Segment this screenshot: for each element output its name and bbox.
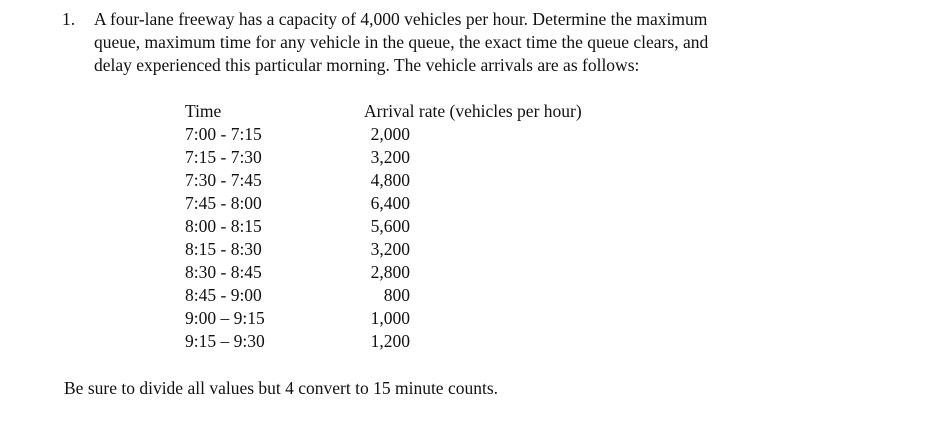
time-interval-cell: 8:30 - 8:45	[185, 262, 262, 282]
table-row	[185, 330, 625, 353]
time-interval-cell: 9:00 – 9:15	[185, 308, 265, 328]
table-row	[185, 146, 625, 169]
arrival-rate-cell: 2,800	[370, 262, 410, 282]
problem-line: A four-lane freeway has a capacity of 4,000 vehicles per hour. Determine the maximum	[94, 9, 708, 29]
time-interval-cell: 8:15 - 8:30	[185, 239, 262, 259]
time-interval-cell: 7:15 - 7:30	[185, 147, 262, 167]
time-interval-cell: 7:00 - 7:15	[185, 124, 262, 144]
table-row	[185, 238, 625, 261]
arrival-rate-cell: 1,000	[370, 308, 410, 328]
table-header-row	[185, 100, 625, 123]
time-interval-cell: 8:45 - 9:00	[185, 285, 262, 305]
arrival-rate-column-header: Arrival rate (vehicles per hour)	[364, 101, 582, 121]
table-row	[185, 123, 625, 146]
arrival-rate-cell: 800	[383, 285, 410, 305]
time-interval-cell: 9:15 – 9:30	[185, 331, 265, 351]
problem-text	[94, 8, 708, 77]
arrival-rate-cell: 6,400	[370, 193, 410, 213]
table-row	[185, 261, 625, 284]
arrival-rate-cell: 2,000	[370, 124, 410, 144]
table-row	[185, 307, 625, 330]
time-interval-cell: 8:00 - 8:15	[185, 216, 262, 236]
arrival-rate-cell: 3,200	[370, 239, 410, 259]
arrival-rate-cell: 4,800	[370, 170, 410, 190]
arrival-rate-cell: 3,200	[370, 147, 410, 167]
problem-line: queue, maximum time for any vehicle in the queue, the exact time the queue clears, and	[94, 32, 709, 52]
table-body	[185, 123, 625, 353]
arrival-rate-cell: 1,200	[370, 331, 410, 351]
problem-number: 1.	[62, 9, 76, 29]
footer-note: Be sure to divide all values but 4 convert to 15 minute counts.	[64, 378, 499, 398]
problem-line: delay experienced this particular morning. The vehicle arrivals are as follows:	[94, 55, 640, 75]
time-interval-cell: 7:30 - 7:45	[185, 170, 262, 190]
arrival-rate-cell: 5,600	[370, 216, 410, 236]
table-row	[185, 192, 625, 215]
table-row	[185, 215, 625, 238]
time-column-header: Time	[185, 101, 222, 121]
time-interval-cell: 7:45 - 8:00	[185, 193, 262, 213]
arrival-rate-table	[185, 100, 625, 353]
table-row	[185, 169, 625, 192]
table-row	[185, 284, 625, 307]
